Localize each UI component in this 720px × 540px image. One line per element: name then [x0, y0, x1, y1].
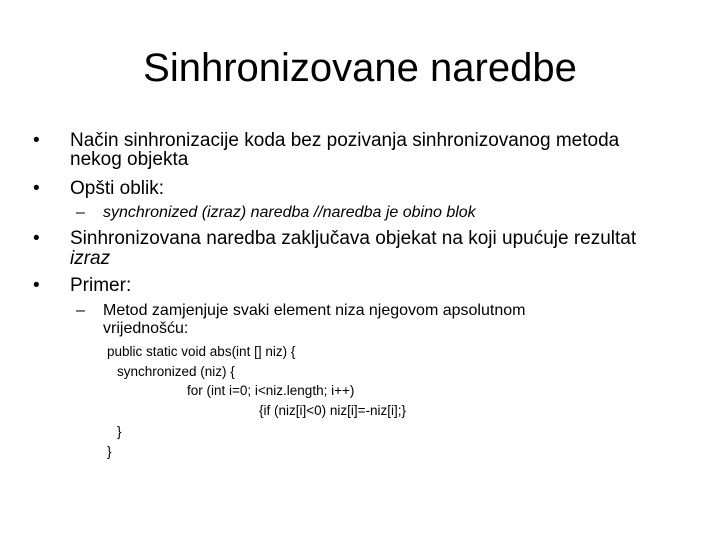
bullet-dot: •: [33, 275, 40, 296]
bullet-item: [33, 178, 164, 199]
code-line: for (int i=0; i<niz.length; i++): [187, 383, 355, 398]
sub-bullet-item: [76, 302, 526, 319]
code-line: {if (niz[i]<0) niz[i]=-niz[i];}: [259, 403, 407, 418]
code-line: }: [117, 424, 122, 439]
slide-title: Sinhronizovane naredbe: [143, 46, 577, 90]
bullet-text-continuation: nekog objekta: [70, 149, 189, 170]
code-line: synchronized (niz) {: [117, 364, 235, 379]
bullet-item: [33, 275, 132, 296]
bullet-text: Primer:: [70, 275, 132, 296]
code-line: }: [107, 444, 112, 459]
bullet-text: Opšti oblik:: [70, 178, 164, 199]
bullet-text: Sinhronizovana naredba zaključava objekat na koji upućuje rezultat: [70, 228, 637, 249]
bullet-dot: •: [33, 178, 40, 199]
sub-bullet-text-continuation: vrijednošću:: [103, 320, 189, 337]
bullet-item: [33, 130, 620, 151]
bullet-item: [33, 228, 637, 249]
bullet-dot: •: [33, 130, 40, 151]
bullet-text-continuation: izraz: [70, 248, 111, 269]
bullet-text: Način sinhronizacije koda bez pozivanja sinhronizovanog metoda: [70, 130, 620, 151]
sub-bullet-text: Metod zamjenjuje svaki element niza njegovom apsolutnom: [103, 302, 526, 319]
sub-bullet-dash: –: [76, 204, 85, 221]
code-line: public static void abs(int [] niz) {: [107, 344, 296, 359]
bullet-dot: •: [33, 228, 40, 249]
sub-bullet-text: synchronized (izraz) naredba //naredba je obino blok: [103, 204, 476, 221]
sub-bullet-dash: –: [76, 302, 85, 319]
sub-bullet-item: [76, 204, 476, 221]
